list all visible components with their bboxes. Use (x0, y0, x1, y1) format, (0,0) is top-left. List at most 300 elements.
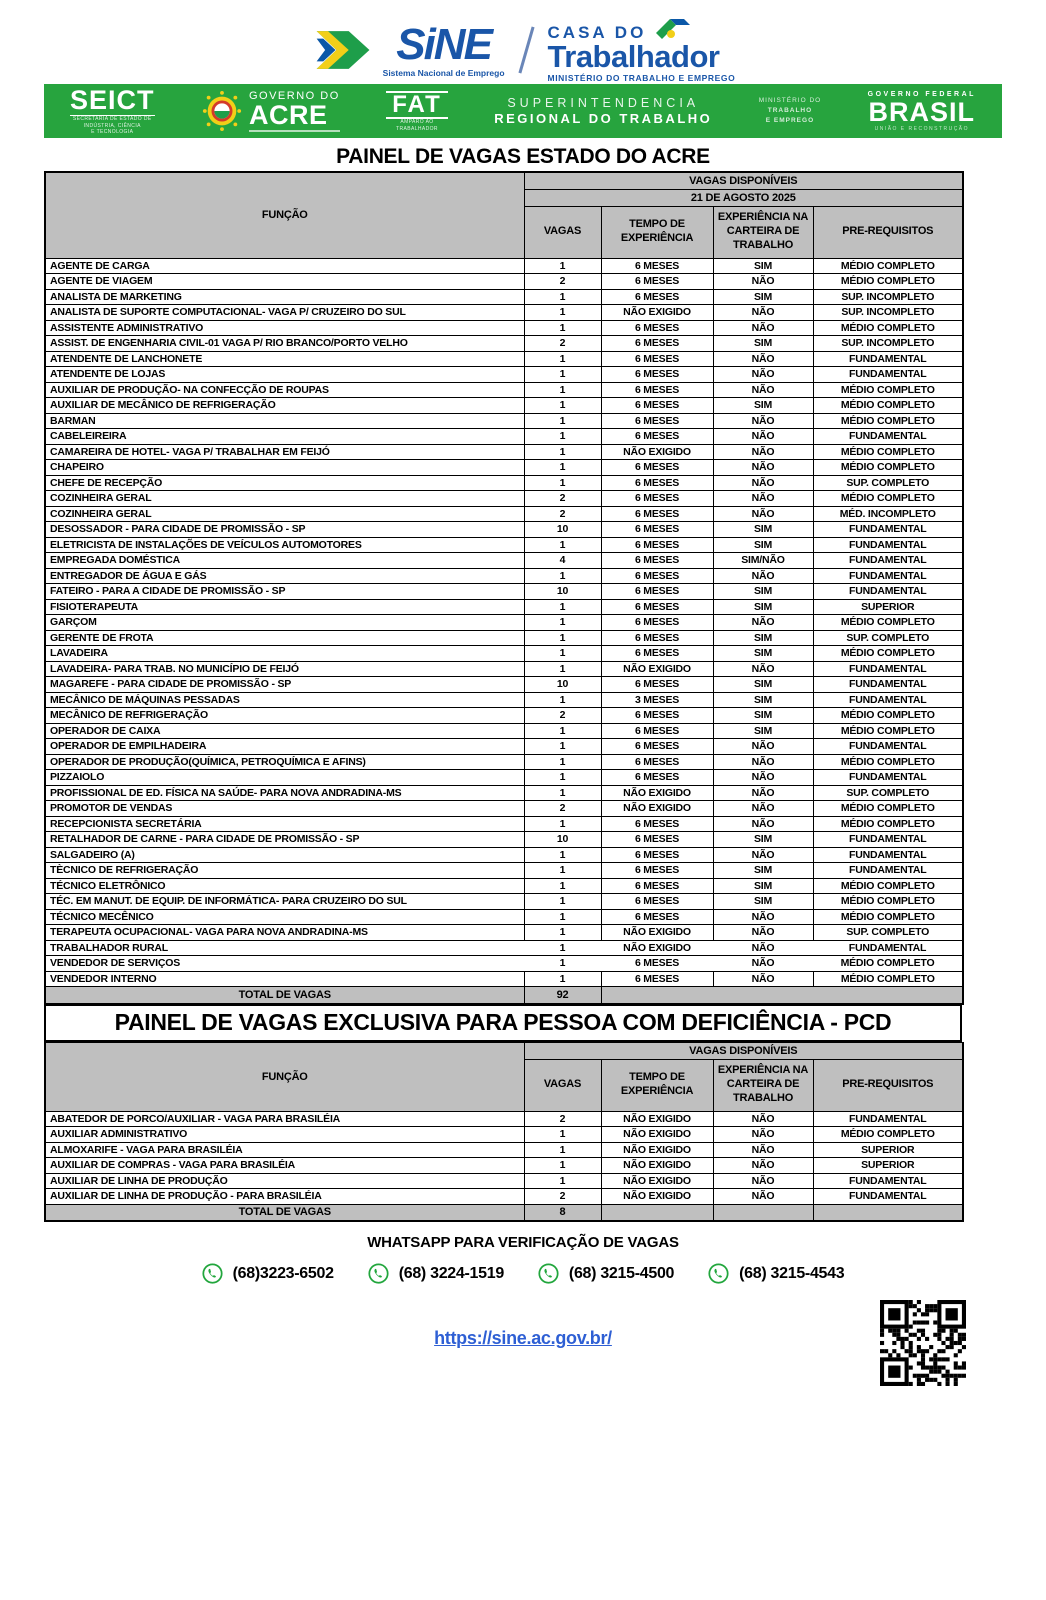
registered-experience: NÃO (713, 1127, 813, 1143)
logo-divider (518, 27, 534, 74)
prerequisites: SUP. INCOMPLETO (813, 305, 963, 321)
prerequisites: SUPERIOR (813, 1158, 963, 1174)
table-row (45, 537, 963, 553)
table-row (45, 739, 963, 755)
ministerio-trabalho-label (759, 96, 821, 125)
pcd-section-title: PAINEL DE VAGAS EXCLUSIVA PARA PESSOA COM DEFICIÊNCIA - PCD (44, 1005, 962, 1042)
job-title: FISIOTERAPEUTA (45, 599, 524, 615)
registered-experience: NÃO (713, 506, 813, 522)
prerequisites: MÉDIO COMPLETO (813, 723, 963, 739)
job-title: LAVADEIRA (45, 646, 524, 662)
experience-time: 6 MESES (601, 367, 713, 383)
job-title: TERAPEUTA OCUPACIONAL- VAGA PARA NOVA ANDRADINA-MS (45, 925, 524, 941)
table-row (45, 1189, 963, 1205)
casa-do-trabalhador-logo (548, 17, 736, 83)
prerequisites: FUNDAMENTAL (813, 770, 963, 786)
vacancies: 2 (524, 1189, 601, 1205)
job-title: MECÂNICO DE REFRIGERAÇÃO (45, 708, 524, 724)
registered-experience: SIM (713, 894, 813, 910)
registered-experience: NÃO (713, 444, 813, 460)
vacancies: 2 (524, 708, 601, 724)
job-title: AGENTE DE CARGA (45, 258, 524, 274)
registered-experience: SIM (713, 692, 813, 708)
vacancies: 1 (524, 367, 601, 383)
job-title: PROFISSIONAL DE ED. FÍSICA NA SAÚDE- PARA NOVA ANDRADINA-MS (45, 785, 524, 801)
total-row (45, 987, 963, 1004)
table-row (45, 1142, 963, 1158)
registered-experience: SIM (713, 723, 813, 739)
prerequisites: FUNDAMENTAL (813, 832, 963, 848)
job-title: PROMOTOR DE VENDAS (45, 801, 524, 817)
sine-logo (311, 19, 505, 78)
table-row (45, 630, 963, 646)
registered-experience: SIM (713, 630, 813, 646)
table-row (45, 646, 963, 662)
brasil-slogan: UNIÃO E RECONSTRUÇÃO (874, 125, 970, 132)
vacancies: 1 (524, 723, 601, 739)
prerequisites: FUNDAMENTAL (813, 553, 963, 569)
job-title: MECÂNICO DE MÁQUINAS PESSADAS (45, 692, 524, 708)
vacancies: 1 (524, 382, 601, 398)
vacancies: 1 (524, 429, 601, 445)
table-row (45, 429, 963, 445)
job-title: ANALISTA DE SUPORTE COMPUTACIONAL- VAGA P/ CRUZEIRO DO SUL (45, 305, 524, 321)
phone-number: (68) 3224-1519 (398, 1264, 504, 1282)
prerequisites: SUP. COMPLETO (813, 925, 963, 941)
table-row (45, 1158, 963, 1174)
registered-experience: NÃO (713, 1142, 813, 1158)
total-row (45, 1204, 963, 1221)
experience-time: NÃO EXIGIDO (601, 661, 713, 677)
vacancies: 1 (524, 568, 601, 584)
prerequisites: MÉDIO COMPLETO (813, 878, 963, 894)
registered-experience: NÃO (713, 847, 813, 863)
site-link[interactable]: https://sine.ac.gov.br/ (434, 1328, 612, 1348)
registered-experience: SIM (713, 599, 813, 615)
prerequisites: FUNDAMENTAL (813, 351, 963, 367)
registered-experience: SIM (713, 677, 813, 693)
job-title: TÉCNICO MECÊNICO (45, 909, 524, 925)
registered-experience: NÃO (713, 305, 813, 321)
total-value: 8 (524, 1204, 601, 1221)
vacancies: 1 (524, 692, 601, 708)
table-row (45, 878, 963, 894)
whatsapp-icon (538, 1263, 559, 1284)
experience-time: 3 MESES (601, 692, 713, 708)
experience-time: 6 MESES (601, 584, 713, 600)
experience-time: 6 MESES (601, 754, 713, 770)
job-title: CABELEIREIRA (45, 429, 524, 445)
casa-tagline: MINISTÉRIO DO TRABALHO E EMPREGO (547, 73, 736, 84)
header-vagas-disponiveis: VAGAS DISPONÍVEIS (524, 172, 963, 189)
table-row (45, 940, 963, 956)
page-title: PAINEL DE VAGAS ESTADO DO ACRE (336, 145, 710, 168)
column-header-pre-requisitos: PRE-REQUISITOS (813, 1059, 963, 1111)
vacancies: 1 (524, 289, 601, 305)
job-title: SALGADEIRO (A) (45, 847, 524, 863)
table-row (45, 444, 963, 460)
vacancies: 1 (524, 305, 601, 321)
registered-experience: NÃO (713, 382, 813, 398)
job-title: ASSISTENTE ADMINISTRATIVO (45, 320, 524, 336)
registered-experience: SIM (713, 832, 813, 848)
vacancies: 1 (524, 956, 601, 972)
job-title: ASSIST. DE ENGENHARIA CIVIL-01 VAGA P/ RIO BRANCO/PORTO VELHO (45, 336, 524, 352)
acre-coat-of-arms-icon (201, 89, 243, 133)
experience-time: 6 MESES (601, 320, 713, 336)
experience-time: 6 MESES (601, 723, 713, 739)
job-title: OPERADOR DE EMPILHADEIRA (45, 739, 524, 755)
whatsapp-phone-item (202, 1263, 334, 1284)
vacancies: 1 (524, 1142, 601, 1158)
registered-experience: SIM (713, 878, 813, 894)
registered-experience: NÃO (713, 785, 813, 801)
prerequisites: FUNDAMENTAL (813, 584, 963, 600)
experience-time: NÃO EXIGIDO (601, 940, 713, 956)
prerequisites: MÉD. INCOMPLETO (813, 506, 963, 522)
job-title: ELETRICISTA DE INSTALAÇÕES DE VEÍCULOS AUTOMOTORES (45, 537, 524, 553)
total-label: TOTAL DE VAGAS (45, 987, 524, 1004)
registered-experience: NÃO (713, 1158, 813, 1174)
seict-subtitle: INDÚSTRIA, CIÊNCIA (83, 122, 141, 129)
registered-experience: NÃO (713, 940, 813, 956)
table-row (45, 1173, 963, 1189)
vacancies: 1 (524, 475, 601, 491)
vacancies: 10 (524, 832, 601, 848)
prerequisites: MÉDIO COMPLETO (813, 894, 963, 910)
experience-time: NÃO EXIGIDO (601, 925, 713, 941)
vacancies: 2 (524, 506, 601, 522)
job-title: LAVADEIRA- PARA TRAB. NO MUNICÍPIO DE FEIJÓ (45, 661, 524, 677)
experience-time: NÃO EXIGIDO (601, 1111, 713, 1127)
trabalhador-wordmark: Trabalhador (547, 39, 720, 75)
total-filler (601, 1204, 713, 1221)
registered-experience: NÃO (713, 816, 813, 832)
table-row (45, 661, 963, 677)
prerequisites: SUP. COMPLETO (813, 630, 963, 646)
prerequisites: FUNDAMENTAL (813, 537, 963, 553)
total-filler (813, 1204, 963, 1221)
fat-wordmark: FAT (386, 91, 448, 119)
vacancies: 1 (524, 258, 601, 274)
prerequisites: SUP. COMPLETO (813, 785, 963, 801)
experience-time: 6 MESES (601, 506, 713, 522)
job-title: ABATEDOR DE PORCO/AUXILIAR - VAGA PARA BRASILÉIA (45, 1111, 524, 1127)
experience-time: 6 MESES (601, 956, 713, 972)
prerequisites: MÉDIO COMPLETO (813, 444, 963, 460)
table-row (45, 847, 963, 863)
experience-time: 6 MESES (601, 553, 713, 569)
prerequisites: MÉDIO COMPLETO (813, 956, 963, 972)
phone-number: (68)3223-6502 (232, 1264, 334, 1282)
vacancies: 1 (524, 615, 601, 631)
experience-time: 6 MESES (601, 460, 713, 476)
column-header-pre-requisitos: PRE-REQUISITOS (813, 206, 963, 258)
prerequisites: MÉDIO COMPLETO (813, 754, 963, 770)
registered-experience: NÃO (713, 909, 813, 925)
house-icon (654, 17, 694, 41)
vacancies: 1 (524, 739, 601, 755)
table-row (45, 351, 963, 367)
experience-time: 6 MESES (601, 398, 713, 414)
experience-time: 6 MESES (601, 537, 713, 553)
vacancies: 1 (524, 537, 601, 553)
job-title: RETALHADOR DE CARNE - PARA CIDADE DE PROMISSÃO - SP (45, 832, 524, 848)
experience-time: 6 MESES (601, 863, 713, 879)
prerequisites: FUNDAMENTAL (813, 1111, 963, 1127)
experience-time: 6 MESES (601, 289, 713, 305)
vacancies: 2 (524, 274, 601, 290)
prerequisites: FUNDAMENTAL (813, 677, 963, 693)
vacancies: 1 (524, 754, 601, 770)
brasil-wordmark: BRASIL (868, 96, 976, 127)
table-row (45, 305, 963, 321)
prerequisites: SUPERIOR (813, 599, 963, 615)
job-title: AUXILIAR DE MECÂNICO DE REFRIGERAÇÃO (45, 398, 524, 414)
experience-time: 6 MESES (601, 382, 713, 398)
job-title: COZINHEIRA GERAL (45, 506, 524, 522)
experience-time: 6 MESES (601, 909, 713, 925)
prerequisites: FUNDAMENTAL (813, 568, 963, 584)
vacancies: 1 (524, 770, 601, 786)
experience-time: 6 MESES (601, 847, 713, 863)
vacancies: 1 (524, 646, 601, 662)
column-header-experiencia-carteira: EXPERIÊNCIA NA CARTEIRA DE TRABALHO (713, 1059, 813, 1111)
table-row (45, 274, 963, 290)
vacancies: 1 (524, 909, 601, 925)
registered-experience: SIM (713, 522, 813, 538)
prerequisites: FUNDAMENTAL (813, 1189, 963, 1205)
experience-time: 6 MESES (601, 274, 713, 290)
experience-time: 6 MESES (601, 832, 713, 848)
vacancies: 1 (524, 444, 601, 460)
phone-number: (68) 3215-4500 (568, 1264, 675, 1282)
job-title: MAGAREFE - PARA CIDADE DE PROMISSÃO - SP (45, 677, 524, 693)
registered-experience: NÃO (713, 491, 813, 507)
brand-header (0, 0, 1046, 84)
prerequisites: MÉDIO COMPLETO (813, 258, 963, 274)
vacancies: 1 (524, 398, 601, 414)
experience-time: NÃO EXIGIDO (601, 785, 713, 801)
fat-subtitle: TRABALHADOR (396, 125, 438, 132)
prerequisites: MÉDIO COMPLETO (813, 491, 963, 507)
prerequisites: MÉDIO COMPLETO (813, 382, 963, 398)
whatsapp-phones (0, 1263, 1046, 1284)
experience-time: 6 MESES (601, 708, 713, 724)
prerequisites: MÉDIO COMPLETO (813, 816, 963, 832)
experience-time: 6 MESES (601, 878, 713, 894)
table-row (45, 816, 963, 832)
experience-time: 6 MESES (601, 413, 713, 429)
column-header-vagas: VAGAS (524, 1059, 601, 1111)
experience-time: 6 MESES (601, 646, 713, 662)
job-title: RECEPCIONISTA SECRETÁRIA (45, 816, 524, 832)
job-title: ATENDENTE DE LOJAS (45, 367, 524, 383)
whatsapp-icon (708, 1263, 729, 1284)
experience-time: NÃO EXIGIDO (601, 801, 713, 817)
prerequisites: FUNDAMENTAL (813, 940, 963, 956)
table-row (45, 553, 963, 569)
registered-experience: SIM (713, 336, 813, 352)
job-title: TÈCNICO DE REFRIGERAÇÃO (45, 863, 524, 879)
experience-time: NÃO EXIGIDO (601, 444, 713, 460)
prerequisites: FUNDAMENTAL (813, 661, 963, 677)
registered-experience: NÃO (713, 971, 813, 987)
table-row (45, 863, 963, 879)
acre-ribbon (249, 130, 340, 132)
mte-line3: E EMPREGO (765, 116, 815, 124)
table-row (45, 956, 963, 972)
vacancies: 2 (524, 491, 601, 507)
whatsapp-icon (368, 1263, 389, 1284)
job-title: FATEIRO - PARA A CIDADE DE PROMISSÃO - SP (45, 584, 524, 600)
vacancies: 1 (524, 630, 601, 646)
registered-experience: NÃO (713, 568, 813, 584)
prerequisites: MÉDIO COMPLETO (813, 398, 963, 414)
registered-experience: SIM (713, 258, 813, 274)
experience-time: 6 MESES (601, 522, 713, 538)
mte-line2: TRABALHO (767, 107, 813, 115)
vacancies: 1 (524, 1127, 601, 1143)
registered-experience: SIM/NÃO (713, 553, 813, 569)
header-vagas-disponiveis: VAGAS DISPONÍVEIS (524, 1042, 963, 1059)
job-title: GARÇOM (45, 615, 524, 631)
job-title: OPERADOR DE CAIXA (45, 723, 524, 739)
whatsapp-title: WHATSAPP PARA VERIFICAÇÃO DE VAGAS (367, 1234, 679, 1251)
table-row (45, 708, 963, 724)
registered-experience: NÃO (713, 661, 813, 677)
table-row (45, 754, 963, 770)
vacancies: 2 (524, 336, 601, 352)
institutional-banner (44, 84, 1002, 138)
table-row (45, 723, 963, 739)
job-title: GERENTE DE FROTA (45, 630, 524, 646)
prerequisites: SUP. COMPLETO (813, 475, 963, 491)
table-row (45, 770, 963, 786)
prerequisites: FUNDAMENTAL (813, 522, 963, 538)
vacancies: 1 (524, 925, 601, 941)
registered-experience: NÃO (713, 320, 813, 336)
registered-experience: SIM (713, 289, 813, 305)
casa-do-label: CASA DO (547, 23, 647, 43)
vacancies: 1 (524, 863, 601, 879)
whatsapp-icon (202, 1263, 223, 1284)
whatsapp-phone-item (368, 1263, 504, 1284)
prerequisites: FUNDAMENTAL (813, 692, 963, 708)
superintendencia-label (494, 97, 712, 126)
seict-subtitle: SECRETARIA DE ESTADO DE (72, 116, 152, 123)
job-title: COZINHEIRA GERAL (45, 491, 524, 507)
job-title: AUXILIAR ADMINISTRATIVO (45, 1127, 524, 1143)
experience-time: 6 MESES (601, 429, 713, 445)
table-row (45, 475, 963, 491)
header-date: 21 DE AGOSTO 2025 (524, 189, 963, 206)
table-row (45, 971, 963, 987)
table-row (45, 320, 963, 336)
table-row (45, 258, 963, 274)
vacancies: 10 (524, 522, 601, 538)
vacancies: 1 (524, 1158, 601, 1174)
experience-time: 6 MESES (601, 475, 713, 491)
prerequisites: FUNDAMENTAL (813, 429, 963, 445)
mte-line1: MINISTÉRIO DO (758, 97, 822, 105)
table-row (45, 599, 963, 615)
experience-time: 6 MESES (601, 816, 713, 832)
registered-experience: NÃO (713, 460, 813, 476)
job-title: VENDEDOR DE SERVIÇOS (45, 956, 524, 972)
governo-do-label: GOVERNO DO (248, 89, 340, 102)
prerequisites: FUNDAMENTAL (813, 847, 963, 863)
sine-wordmark: SiNE (396, 19, 491, 69)
registered-experience: NÃO (713, 801, 813, 817)
seict-subtitle: E TECNOLOGIA (91, 129, 134, 136)
job-title: CAMAREIRA DE HOTEL- VAGA P/ TRABALHAR EM FEIJÓ (45, 444, 524, 460)
vacancies: 1 (524, 894, 601, 910)
table-row (45, 491, 963, 507)
registered-experience: NÃO (713, 475, 813, 491)
whatsapp-phone-item (538, 1263, 674, 1284)
vacancies: 1 (524, 785, 601, 801)
registered-experience: NÃO (713, 925, 813, 941)
vacancies: 1 (524, 599, 601, 615)
fat-logo (386, 91, 448, 132)
total-value: 92 (524, 987, 601, 1004)
prerequisites: MÉDIO COMPLETO (813, 909, 963, 925)
experience-time: NÃO EXIGIDO (601, 1173, 713, 1189)
job-title: ATENDENTE DE LANCHONETE (45, 351, 524, 367)
total-filler (713, 1204, 813, 1221)
registered-experience: SIM (713, 537, 813, 553)
prerequisites: SUP. INCOMPLETO (813, 289, 963, 305)
experience-time: 6 MESES (601, 336, 713, 352)
prerequisites: SUPERIOR (813, 1142, 963, 1158)
job-title: AUXILIAR DE LINHA DE PRODUÇÃO - PARA BRASILÉIA (45, 1189, 524, 1205)
governo-acre-logo (201, 89, 340, 133)
experience-time: 6 MESES (601, 568, 713, 584)
table-row (45, 506, 963, 522)
total-filler (601, 987, 963, 1004)
prerequisites: MÉDIO COMPLETO (813, 708, 963, 724)
table-row (45, 785, 963, 801)
prerequisites: SUP. INCOMPLETO (813, 336, 963, 352)
tables-container (44, 171, 962, 1222)
table-row (45, 460, 963, 476)
prerequisites: MÉDIO COMPLETO (813, 646, 963, 662)
experience-time: 6 MESES (601, 739, 713, 755)
seict-wordmark: SEICT (70, 84, 155, 115)
whatsapp-phone-item (708, 1263, 844, 1284)
experience-time: 6 MESES (601, 894, 713, 910)
registered-experience: NÃO (713, 754, 813, 770)
vacancies: 1 (524, 971, 601, 987)
total-label: TOTAL DE VAGAS (45, 1204, 524, 1221)
prerequisites: MÉDIO COMPLETO (813, 801, 963, 817)
pcd-vacancies-table (44, 1042, 964, 1223)
registered-experience: NÃO (713, 1173, 813, 1189)
job-title: DESOSSADOR - PARA CIDADE DE PROMISSÃO - SP (45, 522, 524, 538)
table-row (45, 925, 963, 941)
column-header-vagas: VAGAS (524, 206, 601, 258)
registered-experience: SIM (713, 398, 813, 414)
registered-experience: NÃO (713, 1189, 813, 1205)
registered-experience: NÃO (713, 429, 813, 445)
governo-federal-brasil-logo (868, 91, 976, 132)
prerequisites: MÉDIO COMPLETO (813, 460, 963, 476)
job-title: ALMOXARIFE - VAGA PARA BRASILÉIA (45, 1142, 524, 1158)
job-title: TÉC. EM MANUT. DE EQUIP. DE INFORMÁTICA- PARA CRUZEIRO DO SUL (45, 894, 524, 910)
job-title: EMPREGADA DOMÉSTICA (45, 553, 524, 569)
registered-experience: NÃO (713, 413, 813, 429)
